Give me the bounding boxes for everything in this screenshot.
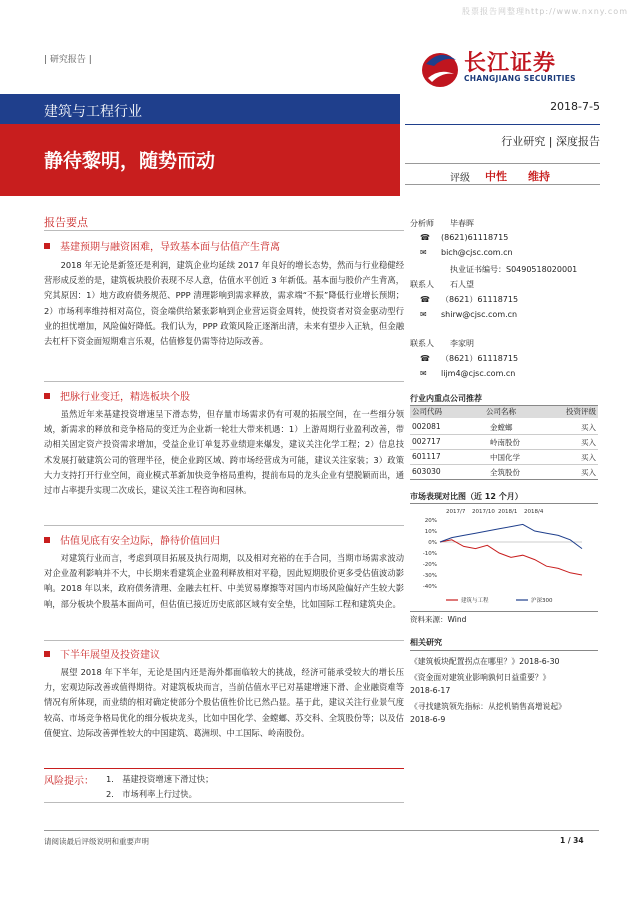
divider [44, 230, 404, 231]
key-points-title: 报告要点 [44, 216, 88, 229]
x-tick-label: 2017/10 [472, 509, 495, 515]
related-item[interactable]: 《建筑板块配置拐点在哪里？》2018-6-30 [410, 657, 560, 666]
rating-action: 维持 [528, 170, 550, 183]
divider [44, 768, 404, 769]
related-item[interactable]: 《资金面对建筑业影响孰何日益重要？》 [410, 673, 551, 682]
divider [44, 381, 404, 382]
watermark: 股票报告网整理http://www.nxny.com [461, 7, 628, 16]
section-heading-text: 估值见底有安全边际，静待价值回归 [60, 536, 220, 547]
risk-item: 1. 基建投资增速下滑过快； [106, 774, 214, 784]
chart-title: 市场表现对比图（近 12 个月） [410, 492, 523, 501]
email-icon: ✉ [420, 310, 427, 319]
phone-icon: ☎ [420, 354, 430, 363]
logo-text-cn: 长江证券 [464, 51, 557, 76]
bullet-square-icon [44, 651, 50, 657]
report-title: 静待黎明，随势而动 [44, 150, 216, 172]
y-tick-label: -40% [422, 584, 437, 590]
section-paragraph: 2018 年无论是新签还是利润，建筑企业均延续 2017 年良好的增长态势，然而与行业稳健经营形成反差的是，建筑板块股价表现不尽人意，估值水平创近 3 年新低。基本面与股价产生背离，究其原因：1）地方政府债务规范、PPP 清理影响到需求释放，需求端“不振”降低行业增长预期；2）市场利率维持相对高位，资金端供给紧张影响到企业营运资金周转，使投资者对资金驱动型行业的担忧增加，风险偏好降低。我们认为，PPP 政策风险正逐渐出清，未来有望步入正轨，但金融去杠杆下资金面短期难言乐观，估值修复仍需等待边际改善。 [44, 260, 404, 347]
rating-value: 中性 [485, 170, 507, 183]
analyst-phone: ☎ (8621)61118715 [420, 233, 509, 242]
y-tick-label: 20% [424, 518, 437, 524]
analyst-cert: 执业证书编号：S0490518020001 [450, 265, 578, 274]
section-heading-text: 把脉行业变迁，精选板块个股 [60, 392, 190, 403]
table-row: 002717 岭南股份 买入 [410, 435, 598, 450]
rating-label: 评级 [450, 173, 470, 184]
bullet-square-icon [44, 243, 50, 249]
y-tick-label: 0% [428, 540, 437, 546]
related-item-date: 2018-6-9 [410, 715, 446, 724]
footer-divider [44, 830, 599, 831]
analyst-phone: ☎ （8621）61118715 [420, 295, 519, 304]
divider [44, 640, 404, 641]
series-line [440, 540, 582, 575]
report-kind: 行业研究 | 深度报告 [501, 135, 600, 148]
divider [410, 503, 598, 504]
analyst-name: 联系人 石人望 [410, 280, 474, 289]
rating-row [405, 163, 600, 185]
risk-item: 2. 市场利率上行过快。 [106, 789, 197, 799]
phone-icon: ☎ [420, 233, 430, 242]
analyst-email: ✉ shirw@cjsc.com.cn [420, 310, 518, 319]
legend-label: 建筑与工程 [461, 598, 489, 604]
footer-disclaimer: 请阅读最后评级说明和重要声明 [44, 837, 149, 846]
x-tick-label: 2018/4 [524, 509, 544, 515]
y-tick-label: -10% [422, 551, 437, 557]
y-tick-label: -30% [422, 573, 437, 579]
bullet-square-icon [44, 393, 50, 399]
email-icon: ✉ [420, 248, 427, 257]
logo-text-en: CHANGJIANG SECURITIES [464, 74, 576, 83]
section-paragraph: 展望 2018 年下半年，无论是国内还是海外都面临较大的挑战，经济可能承受较大的增长压力，宏观边际改善或值得期待。对建筑板块而言，当前估值水平已对基建增速下滑、企业融资难等情况有所体现，而业绩的相对确定使部分个股估值性价比已然凸显。基于此，建议关注行业景气度较高、市场竞争格局优化的细分板块龙头，比如中国化学、金螳螂、苏交科、全筑股份等；以及估值便宜、边际改善弹性较大的中国建筑、葛洲坝、中工国际、岭南股份。 [44, 667, 404, 738]
phone-icon: ☎ [420, 295, 430, 304]
risk-label: 风险提示： [44, 776, 94, 787]
related-title: 相关研究 [410, 638, 442, 647]
related-item[interactable]: 《寻找建筑领先指标：从挖机销售高增说起》 [410, 702, 566, 711]
section-heading [44, 532, 220, 547]
section-heading-text: 下半年展望及投资建议 [60, 650, 160, 661]
y-tick-label: 10% [424, 529, 437, 535]
analyst-phone: ☎ （8621）61118715 [420, 354, 519, 363]
table-body [410, 420, 598, 480]
bullet-square-icon [44, 537, 50, 543]
company-logo [420, 44, 595, 94]
divider [410, 650, 598, 651]
divider [44, 525, 404, 526]
divider [410, 611, 598, 612]
related-item-date: 2018-6-17 [410, 686, 451, 695]
section-heading [44, 238, 280, 253]
document-type-label: | 研究报告 | [44, 55, 92, 65]
table-title: 行业内重点公司推荐 [410, 394, 482, 403]
email-icon: ✉ [420, 369, 427, 378]
table-row: 603030 全筑股份 买入 [410, 465, 598, 480]
section-paragraph: 对建筑行业而言，考虑到项目拓展及执行周期，以及相对充裕的在手合同，当期市场需求波动对企业盈利影响并不大，中长期来看建筑企业盈利释放相对平稳，因此短期股价更多受估值波动影响。2018 年以来，政府债务清理、金融去杠杆、中美贸易摩擦等对国内市场风险偏好产生较大影响，部分板块个股基本面尚可，但估值已接近历史底部区域有安全垫，比如国际工程和建筑央企。 [44, 553, 404, 609]
chart-source: 资料来源：Wind [410, 615, 467, 624]
divider [405, 124, 600, 125]
divider [44, 802, 404, 803]
section-heading-text: 基建预期与融资困难，导致基本面与估值产生背离 [60, 242, 280, 253]
analyst-email: ✉ lijm4@cjsc.com.cn [420, 369, 516, 378]
logo-emblem-icon [420, 44, 460, 88]
industry-name: 建筑与工程行业 [44, 104, 142, 120]
x-tick-label: 2017/7 [446, 509, 466, 515]
page-number: 1 / 34 [560, 836, 584, 845]
market-performance-chart [410, 506, 598, 610]
legend-label: 沪深300 [531, 598, 553, 604]
table-row: 002081 金螳螂 买入 [410, 420, 598, 435]
y-tick-label: -20% [422, 562, 437, 568]
section-heading [44, 388, 190, 403]
analyst-email: ✉ bich@cjsc.com.cn [420, 248, 513, 257]
analyst-name: 分析师 毕春晖 [410, 219, 474, 228]
table-row: 601117 中国化学 买入 [410, 450, 598, 465]
section-paragraph: 虽然近年来基建投资增速呈下滑态势，但存量市场需求仍有可观的拓展空间，在一些细分领域，新需求的释放和竞争格局的变迁为企业新一轮壮大带来机遇：1）上游周期行业盈利改善，带动相关固定资产投资需求增加，受益企业订单复苏业绩迎来爆发，建议关注化学工程；2）信息技术发展打破建筑公司的管理半径，使企业跨区域、跨市场经营成为可能，建议关注家装；3）政策大力支持打开行业空间，商业模式革新加快竞争格局重构，提前布局的龙头企业有望脱颖而出，通过市占率提升实现二次成长，建议关注工程咨询和园林。 [44, 409, 404, 496]
section-heading [44, 646, 160, 661]
x-tick-label: 2018/1 [498, 509, 518, 515]
report-date: 2018-7-5 [550, 100, 600, 113]
analyst-name: 联系人 李家明 [410, 339, 474, 348]
